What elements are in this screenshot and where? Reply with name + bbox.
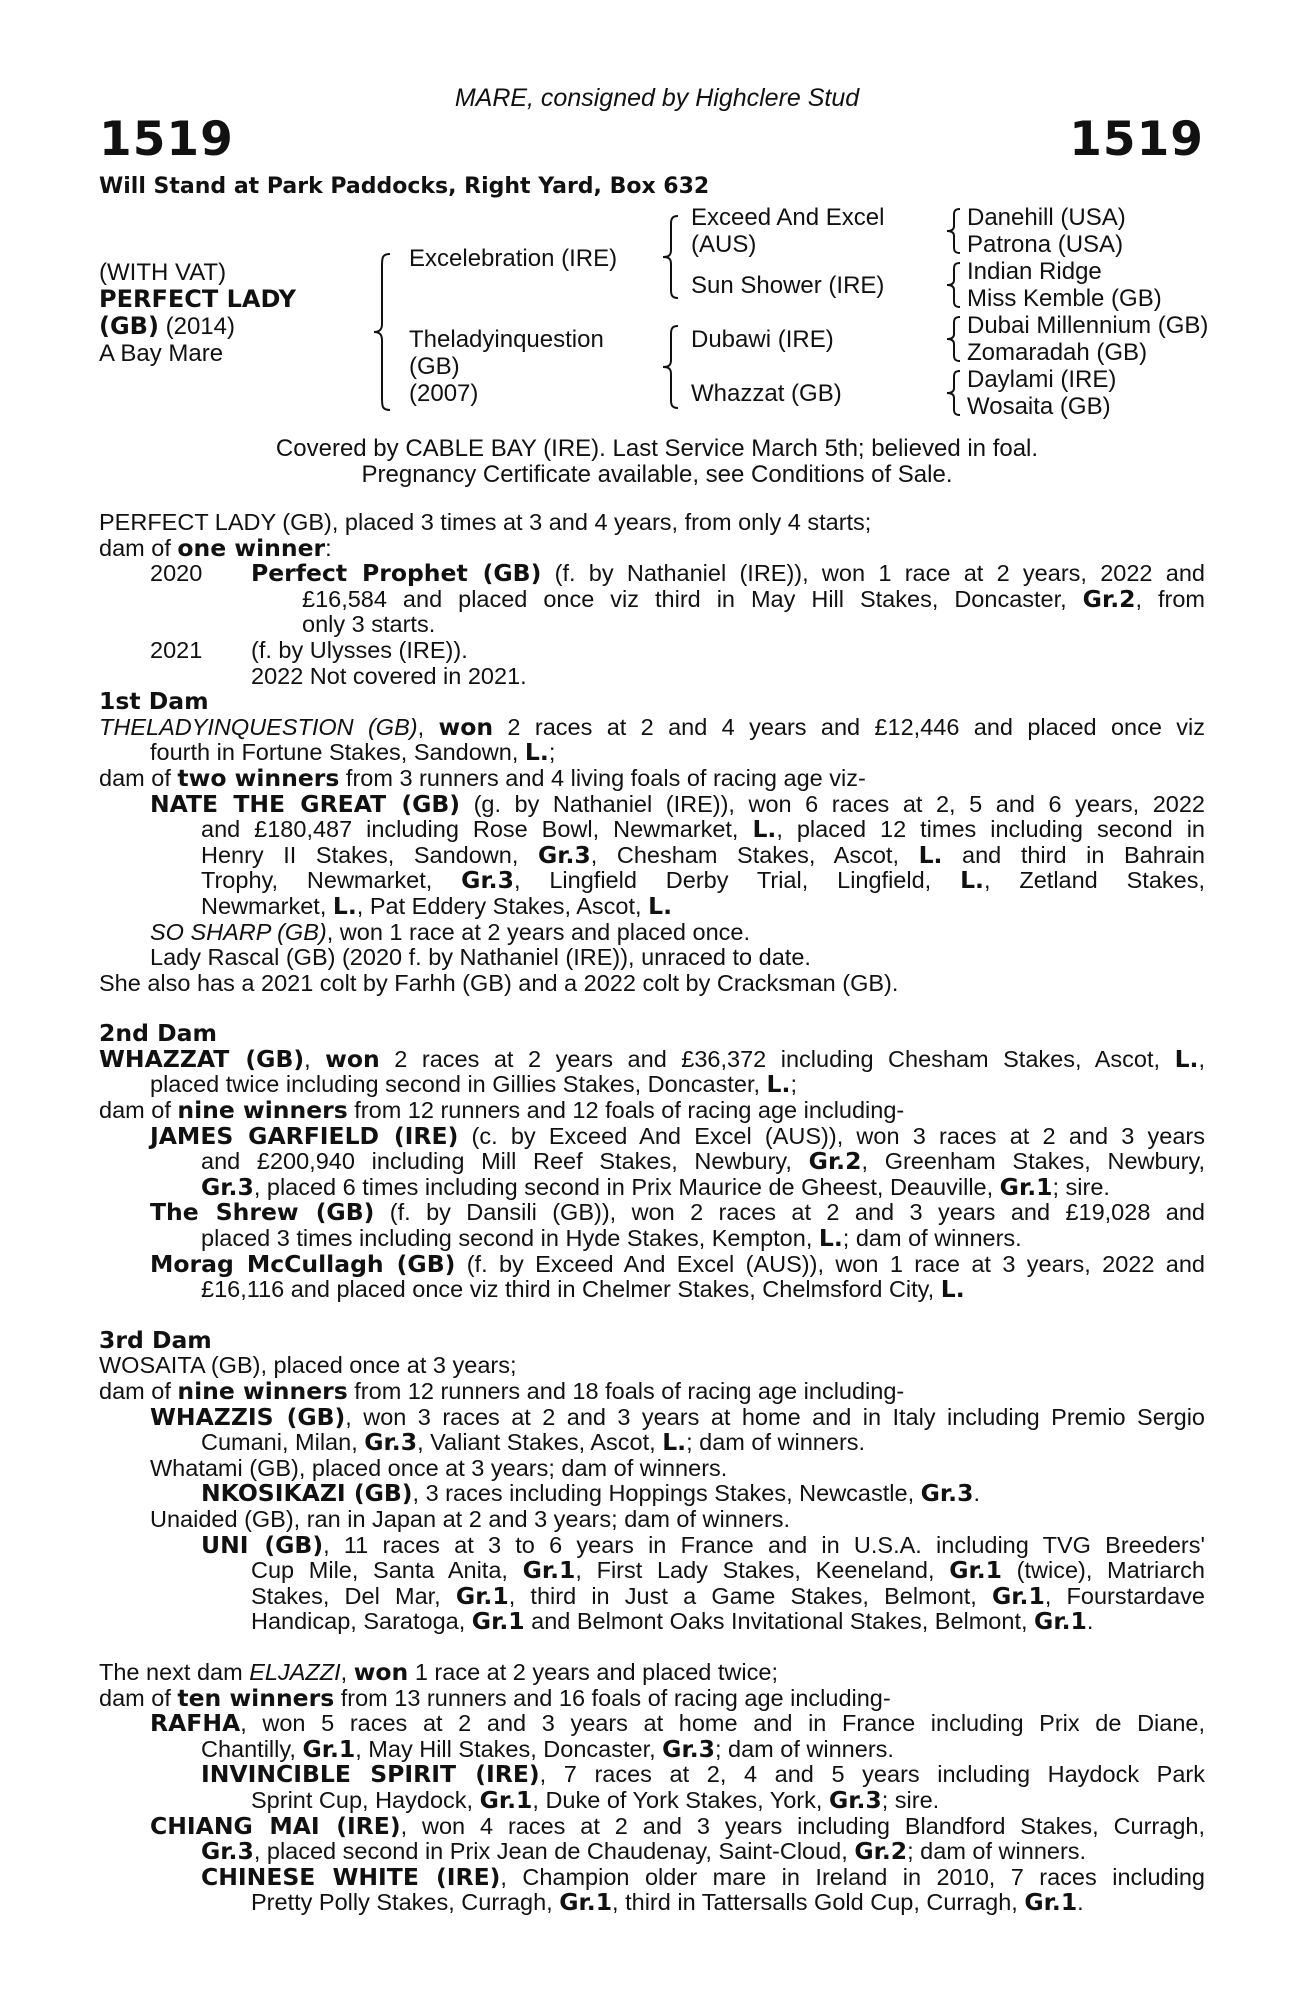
produce-name: RAFHA	[150, 1709, 241, 1738]
text: ; dam of winners.	[686, 1429, 866, 1456]
won-label: won	[438, 712, 494, 741]
produce-name: SO SHARP (GB)	[150, 918, 327, 945]
pedigree-brace-sire	[660, 214, 682, 300]
text: and £200,940 including Mill Reef Stakes, Newbury,	[201, 1148, 809, 1175]
produce-line	[99, 1581, 1205, 1610]
text: ,	[417, 713, 439, 740]
grade: Gr.2	[1082, 584, 1136, 613]
text: .	[973, 1480, 980, 1507]
text: ;	[548, 739, 556, 766]
produce-line	[99, 1226, 1205, 1252]
text: :	[325, 534, 332, 561]
text: Handicap, Saratoga,	[251, 1608, 472, 1635]
text: , third in Tattersalls Gold Cup, Curragh,	[612, 1889, 1025, 1916]
text: 1 race at 2 years and placed twice;	[408, 1658, 778, 1685]
text: , won 3 races at 2 and 3 years at home and in Italy including Premio Sergio	[345, 1403, 1205, 1430]
produce-line: Unaided (GB), ran in Japan at 2 and 3 years; dam of winners.	[150, 1505, 791, 1532]
text: , Chesham Stakes, Ascot,	[590, 841, 919, 868]
winners-count: two winners	[177, 763, 340, 792]
text: , 11 races at 3 to 6 years in France and in U.S.A. including TVG Breeders'	[323, 1531, 1205, 1558]
pedigree-dam-line3: (2007)	[409, 380, 479, 407]
winners-count: one winner	[177, 533, 326, 562]
dam-line	[99, 1098, 1205, 1124]
text: , won 1 race at 2 years and placed once.	[326, 918, 750, 945]
text: , Lingfield Derby Trial, Lingfield,	[513, 867, 961, 894]
pedigree-dam-dam: Whazzat (GB)	[691, 380, 842, 407]
covered-line1: Covered by CABLE BAY (IRE). Last Service March 5th; believed in foal.	[275, 435, 1039, 462]
text: (twice), Matriarch	[1002, 1557, 1205, 1584]
grade: Gr.2	[808, 1147, 862, 1176]
text: , placed second in Prix Jean de Chaudenay, Saint-Cloud,	[253, 1838, 855, 1865]
dam-name: WHAZZAT (GB)	[99, 1044, 305, 1073]
produce-line: 2022 Not covered in 2021.	[251, 662, 527, 689]
grade: L.	[940, 1275, 965, 1304]
dam-line	[99, 1379, 1205, 1405]
lot-number-left: 1519	[99, 112, 234, 167]
dam-line: She also has a 2021 colt by Farhh (GB) and a 2022 colt by Cracksman (GB).	[99, 969, 899, 996]
grade: Gr.1	[559, 1888, 613, 1917]
dam-line	[99, 1044, 1205, 1073]
pedigree-brace-main	[370, 252, 394, 412]
produce-name: The Shrew (GB)	[150, 1198, 375, 1227]
text: £16,584 and placed once viz third in May Hill Stakes, Doncaster,	[302, 585, 1083, 612]
produce-line	[99, 891, 1205, 920]
produce-line	[99, 920, 1205, 946]
produce-name: Perfect Prophet (GB)	[251, 559, 542, 588]
text: , won 4 races at 2 and 3 years including Blandford Stakes, Curragh,	[400, 1812, 1205, 1839]
grade: L.	[960, 866, 984, 895]
pedigree-sire-sire-line1: Exceed And Excel	[691, 204, 885, 231]
grade: L.	[752, 815, 777, 844]
text: , 3 races including Hoppings Stakes, Newcastle,	[412, 1480, 921, 1507]
dam-line	[99, 740, 1205, 766]
pedigree-sds: Indian Ridge	[967, 258, 1102, 285]
text: .	[1086, 1608, 1094, 1635]
pedigree-sire-sire	[691, 204, 884, 258]
pedigree-sire: Excelebration (IRE)	[409, 245, 618, 272]
text: Trophy, Newmarket,	[201, 867, 462, 894]
grade: Gr.1	[479, 1785, 533, 1814]
grade: L.	[332, 891, 357, 920]
text: ,	[304, 1045, 326, 1072]
produce-year: 2021	[150, 636, 203, 663]
produce-line	[99, 1249, 1205, 1278]
produce-line	[99, 1121, 1206, 1150]
produce-2021	[99, 638, 1205, 689]
horse-year: (2014)	[158, 313, 235, 340]
pedigree-sire-dam: Sun Shower (IRE)	[691, 272, 885, 299]
winners-count: ten winners	[177, 1683, 335, 1712]
text: Pretty Polly Stakes, Curragh,	[251, 1889, 560, 1916]
horse-description: A Bay Mare	[99, 340, 224, 367]
grade: L.	[648, 891, 672, 920]
text: ,	[340, 1658, 354, 1685]
grade: Gr.1	[471, 1607, 525, 1636]
catalogue-body	[99, 510, 1205, 1916]
dam-name: THELADYINQUESTION (GB)	[99, 713, 418, 740]
text: The next dam	[99, 1658, 250, 1685]
produce-name: NKOSIKAZI (GB)	[201, 1479, 413, 1508]
text: ; sire.	[1052, 1173, 1110, 1200]
pedigree-sdd: Miss Kemble (GB)	[967, 285, 1162, 312]
produce-name: UNI (GB)	[201, 1530, 324, 1559]
text: ; dam of winners.	[907, 1838, 1087, 1865]
text: placed twice including second in Gillies Stakes, Doncaster,	[150, 1071, 767, 1098]
produce-2020	[99, 561, 1205, 638]
text: , from	[1135, 585, 1205, 612]
grade: Gr.2	[854, 1837, 908, 1866]
text: 2 races at 2 and 4 years and £12,446 and placed once viz	[493, 713, 1205, 740]
grade: Gr.3	[201, 1837, 254, 1866]
produce-line: only 3 starts.	[302, 611, 436, 638]
produce-line: Lady Rascal (GB) (2020 f. by Nathaniel (IRE)), unraced to date.	[150, 944, 811, 971]
grade: Gr.1	[522, 1556, 576, 1585]
winners-count: nine winners	[177, 1377, 348, 1405]
produce-line	[99, 1839, 1205, 1865]
text: placed 3 times including second in Hyde Stakes, Kempton,	[201, 1225, 819, 1252]
section-heading-3rd-dam: 3rd Dam	[99, 1325, 212, 1354]
produce-line	[99, 1862, 1205, 1891]
pedigree-brace-sd	[944, 261, 964, 309]
text: and Belmont Oaks Invitational Stakes, Belmont,	[524, 1608, 1035, 1635]
text: from 13 runners and 16 foals of racing age including-	[334, 1684, 891, 1711]
produce-name: CHIANG MAI (IRE)	[150, 1811, 401, 1840]
produce-name: WHAZZIS (GB)	[150, 1402, 346, 1431]
text: , May Hill Stakes, Doncaster,	[355, 1735, 663, 1762]
covered-line2: Pregnancy Certificate available, see Conditions of Sale.	[361, 461, 953, 488]
produce-line	[99, 1402, 1205, 1431]
produce-line	[99, 1890, 1205, 1916]
grade: L.	[524, 738, 549, 767]
grade: Gr.3	[201, 1172, 254, 1201]
grade: L.	[818, 1224, 843, 1253]
text: , First Lady Stakes, Keeneland,	[575, 1557, 950, 1584]
pedigree-dds: Daylami (IRE)	[967, 366, 1117, 393]
pedigree-brace-ds	[944, 315, 964, 363]
text: (f. by Dansili (GB)), won 2 races at 2 and 3 years and £19,028 and	[374, 1199, 1206, 1226]
grade: L.	[766, 1070, 791, 1099]
grade: Gr.3	[537, 840, 591, 869]
text: ; dam of winners.	[714, 1735, 894, 1762]
horse-name: PERFECT LADY	[99, 285, 297, 313]
stand-location: Will Stand at Park Paddocks, Right Yard, Box 632	[99, 174, 710, 199]
produce-line: Whatami (GB), placed once at 3 years; dam of winners.	[150, 1454, 728, 1481]
pedigree-dam-line1: Theladyinquestion	[409, 326, 604, 353]
text: Cup Mile, Santa Anita,	[251, 1557, 523, 1584]
text: (c. by Exceed And Excel (AUS)), won 3 races at 2 and 3 years	[458, 1122, 1206, 1149]
produce-line	[99, 1811, 1205, 1840]
text: fourth in Fortune Stakes, Sandown,	[150, 739, 525, 766]
pedigree-dam-line2: (GB)	[409, 353, 460, 380]
grade: L.	[1174, 1044, 1199, 1073]
consignor-line: MARE, consigned by Highclere Stud	[454, 84, 860, 112]
text: .	[1077, 1889, 1084, 1916]
pedigree-brace-dd	[944, 369, 964, 417]
produce-line	[99, 868, 1205, 894]
text: and £180,487 including Rose Bowl, Newmarket,	[201, 816, 753, 843]
produce-line	[251, 561, 1205, 587]
grade: Gr.1	[1034, 1607, 1087, 1636]
grade: L.	[918, 840, 943, 869]
won-label: won	[353, 1657, 409, 1686]
grade: Gr.1	[1024, 1888, 1078, 1917]
text: and third in Bahrain	[942, 841, 1205, 868]
dam-line	[99, 1072, 1205, 1098]
text: , 7 races at 2, 4 and 5 years including Haydock Park	[539, 1761, 1206, 1788]
text: (f. by Nathaniel (IRE)), won 1 race at 2 years, 2022 and	[541, 560, 1205, 587]
text: , won 5 races at 2 and 3 years at home and in France including Prix de Diane,	[240, 1710, 1205, 1737]
produce-name: NATE THE GREAT (GB)	[150, 789, 461, 818]
produce-line	[251, 584, 1205, 613]
pedigree-dam-sire: Dubawi (IRE)	[691, 326, 834, 353]
text: ; sire.	[881, 1786, 940, 1813]
dam-name: ELJAZZI	[249, 1658, 341, 1685]
section-heading-1st-dam: 1st Dam	[99, 687, 209, 716]
text: , Zetland Stakes,	[983, 867, 1205, 894]
pedigree-sss: Danehill (USA)	[967, 204, 1126, 231]
text: , Fourstardave	[1044, 1582, 1205, 1609]
text: Cumani, Milan,	[201, 1429, 365, 1456]
text: ,	[1198, 1045, 1205, 1072]
pedigree-dss: Dubai Millennium (GB)	[967, 312, 1209, 339]
produce-line	[99, 1762, 1205, 1788]
produce-year: 2020	[150, 560, 203, 587]
won-label: won	[325, 1044, 380, 1073]
produce-line	[99, 1481, 1205, 1507]
text: dam of	[99, 1097, 178, 1124]
grade: Gr.3	[461, 866, 514, 895]
next-dam-line	[99, 1657, 1205, 1686]
text: Chantilly,	[201, 1735, 303, 1762]
text: £16,116 and placed once viz third in Chelmer Stakes, Chelmsford City,	[201, 1276, 941, 1303]
text: 2 races at 2 years and £36,372 including Chesham Stakes, Ascot,	[379, 1045, 1175, 1072]
pedigree-ddd: Wosaita (GB)	[967, 393, 1111, 420]
text: (g. by Nathaniel (IRE)), won 6 races at 2, 5 and 6 years, 2022	[460, 790, 1205, 817]
text: Henry II Stakes, Sandown,	[201, 841, 538, 868]
grade: Gr.1	[999, 1172, 1053, 1201]
horse-country: (GB)	[99, 312, 159, 340]
text: (f. by Exceed And Excel (AUS)), won 1 race at 3 years, 2022 and	[455, 1250, 1205, 1277]
mare-record-line: PERFECT LADY (GB), placed 3 times at 3 and 4 years, from only 4 starts;	[99, 509, 872, 535]
text: dam of	[99, 1684, 178, 1711]
produce-name: Morag McCullagh (GB)	[150, 1249, 456, 1278]
text: , Pat Eddery Stakes, Ascot,	[356, 892, 649, 919]
text: ;	[790, 1071, 797, 1098]
dam-line	[99, 712, 1205, 741]
produce-line	[99, 1734, 1205, 1763]
produce-line	[99, 1711, 1205, 1737]
lot-number-right: 1519	[1069, 112, 1204, 167]
covered-note	[0, 436, 1314, 488]
pedigree-ssd: Patrona (USA)	[967, 231, 1124, 258]
produce-line	[99, 1430, 1205, 1456]
text: , Duke of York Stakes, York,	[532, 1786, 829, 1813]
grade: Gr.3	[364, 1428, 418, 1457]
grade: Gr.1	[992, 1581, 1045, 1610]
pedigree-dam	[409, 326, 604, 407]
text: , third in Just a Game Stakes, Belmont,	[508, 1582, 993, 1609]
text: from 12 runners and 12 foals of racing age including-	[347, 1097, 905, 1124]
text: , placed 6 times including second in Prix Maurice de Gheest, Deauville,	[253, 1173, 1000, 1200]
grade: Gr.1	[455, 1581, 509, 1610]
produce-name: CHINESE WHITE (IRE)	[201, 1862, 501, 1891]
grade: Gr.1	[949, 1556, 1002, 1585]
text: dam of	[99, 534, 178, 561]
text: , Champion older mare in Ireland in 2010, 7 races including	[500, 1863, 1205, 1890]
grade: Gr.1	[302, 1734, 356, 1763]
produce-line	[99, 1558, 1205, 1584]
produce-line	[99, 1200, 1205, 1226]
text: from 12 runners and 18 foals of racing age including-	[347, 1378, 905, 1404]
produce-line: (f. by Ulysses (IRE)).	[251, 636, 468, 663]
dam-line	[99, 1683, 1205, 1712]
horse-vat: (WITH VAT)	[99, 259, 227, 286]
text: ; dam of winners.	[842, 1225, 1022, 1252]
produce-line	[99, 1149, 1205, 1175]
dam-line: WOSAITA (GB), placed once at 3 years;	[99, 1352, 517, 1379]
dam-line	[99, 763, 1205, 792]
produce-line	[99, 1277, 1205, 1303]
grade: Gr.3	[920, 1479, 974, 1508]
produce-line	[99, 840, 1205, 869]
text: Stakes, Del Mar,	[251, 1582, 456, 1609]
text: dam of	[99, 1378, 178, 1404]
produce-line	[99, 1609, 1205, 1635]
produce-name: INVINCIBLE SPIRIT (IRE)	[201, 1760, 540, 1789]
pedigree-sire-sire-line2: (AUS)	[691, 231, 757, 258]
produce-name: JAMES GARFIELD (IRE)	[150, 1121, 459, 1150]
grade: L.	[662, 1428, 687, 1457]
produce-line	[99, 789, 1205, 818]
text: dam of	[99, 764, 178, 791]
text: Newmarket,	[201, 892, 333, 919]
pedigree-brace-ss	[944, 207, 964, 255]
grade: Gr.3	[662, 1734, 715, 1763]
produce-line	[99, 1172, 1205, 1201]
grade: Gr.3	[828, 1785, 882, 1814]
produce-line	[99, 1530, 1205, 1559]
produce-line	[99, 1785, 1205, 1814]
text: , Greenham Stakes, Newbury,	[861, 1148, 1206, 1175]
pedigree-brace-dam	[660, 324, 682, 410]
winners-count: nine winners	[177, 1096, 348, 1125]
text: , Valiant Stakes, Ascot,	[417, 1429, 663, 1456]
text: Sprint Cup, Haydock,	[251, 1786, 480, 1813]
section-heading-2nd-dam: 2nd Dam	[99, 1019, 217, 1048]
pedigree-dsd: Zomaradah (GB)	[967, 339, 1148, 366]
horse-origin	[99, 313, 235, 340]
text: , placed 12 times including second in	[776, 816, 1205, 843]
produce-line	[99, 817, 1205, 843]
mare-produce-intro	[99, 533, 1205, 562]
text: from 3 runners and 4 living foals of racing age viz-	[339, 764, 866, 791]
